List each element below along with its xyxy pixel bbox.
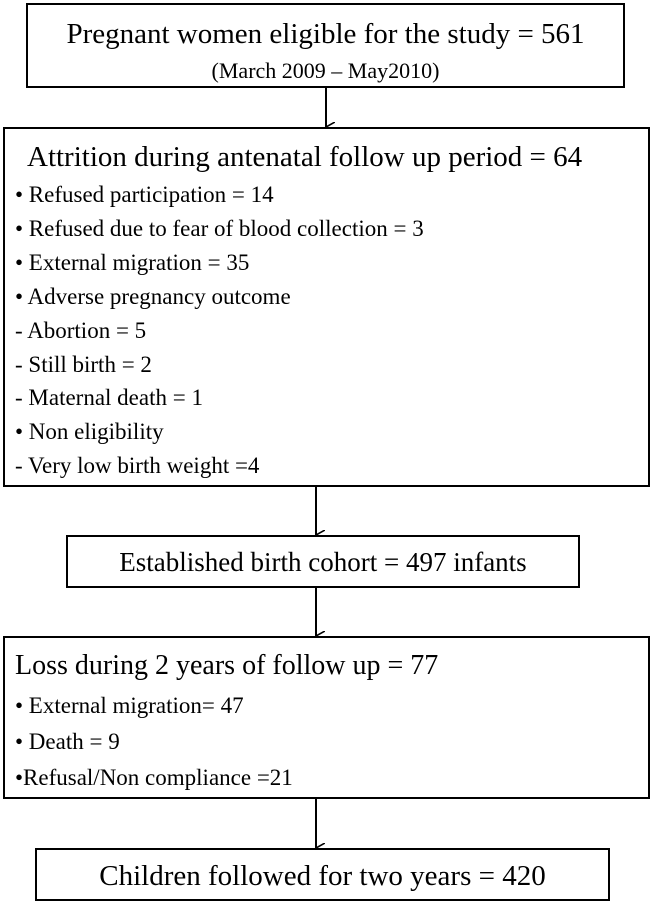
list-item: - Maternal death = 1 [15, 385, 203, 410]
list-item: • External migration= 47 [15, 693, 244, 718]
study-period: (March 2009 – May2010) [211, 58, 440, 83]
antenatal-attrition-title: Attrition during antenatal follow up period = 64 [27, 141, 583, 173]
list-item: - Very low birth weight =4 [15, 453, 260, 478]
list-item: • Adverse pregnancy outcome [15, 284, 291, 309]
follow-up-loss-box [3, 636, 650, 799]
list-item: - Still birth = 2 [15, 352, 152, 377]
eligible-women-box [26, 3, 625, 88]
children-followed-title: Children followed for two years = 420 [99, 860, 546, 892]
list-item: • External migration = 35 [15, 250, 250, 275]
children-followed-box [35, 848, 610, 901]
antenatal-attrition-box [3, 127, 650, 487]
list-item: • Death = 9 [15, 729, 120, 754]
list-item: • Refused participation = 14 [15, 182, 274, 207]
eligible-women-title: Pregnant women eligible for the study = 561 [66, 18, 585, 50]
list-item: •Refusal/Non compliance =21 [15, 765, 293, 790]
birth-cohort-box [66, 535, 580, 588]
follow-up-loss-title: Loss during 2 years of follow up = 77 [15, 650, 439, 681]
birth-cohort-title: Established birth cohort = 497 infants [119, 547, 527, 577]
list-item: - Abortion = 5 [15, 318, 147, 343]
list-item: • Refused due to fear of blood collection = 3 [15, 216, 424, 241]
list-item: • Non eligibility [15, 419, 164, 444]
